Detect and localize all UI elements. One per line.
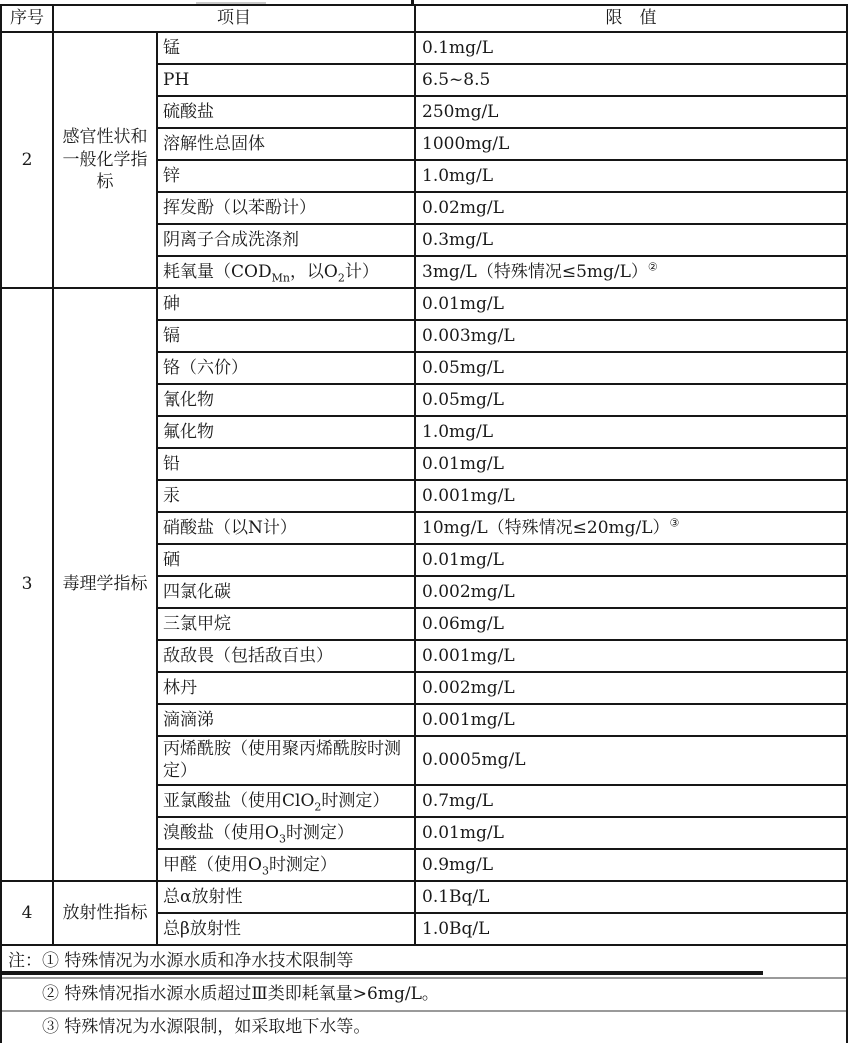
limit-value-cell: 0.9mg/L [415,849,847,881]
limit-value-cell: 0.002mg/L [415,672,847,704]
table-body [1,32,847,1043]
item-name-cell: 挥发酚（以苯酚计） [157,192,415,224]
limit-value-cell: 0.05mg/L [415,352,847,384]
limit-value-cell: 0.7mg/L [415,785,847,817]
limit-value-cell: 0.01mg/L [415,288,847,320]
note-text: ② 特殊情况指水源水质超过Ⅲ类即耗氧量>6mg/L。 [1,978,847,1011]
group-category-cell: 感官性状和一般化学指标 [53,32,157,288]
item-name-cell: 氟化物 [157,416,415,448]
item-name-cell: 镉 [157,320,415,352]
item-name-cell: 总α放射性 [157,881,415,913]
item-name-cell: 锰 [157,32,415,64]
item-name-cell: 溴酸盐（使用$O_3$时测定） [157,817,415,849]
limit-value-cell: 0.3mg/L [415,224,847,256]
header-row [1,5,847,32]
limit-value-cell: 0.0005mg/L [415,736,847,785]
item-name-cell: 三氯甲烷 [157,608,415,640]
limit-value-cell: 0.001mg/L [415,704,847,736]
limit-value-cell: 0.01mg/L [415,544,847,576]
item-name-cell: 硒 [157,544,415,576]
limit-value-cell: 1.0mg/L [415,416,847,448]
item-name-cell: 林丹 [157,672,415,704]
group-serial-number: 3 [1,288,53,881]
group-category-cell: 毒理学指标 [53,288,157,881]
limit-value-cell: 1000mg/L [415,128,847,160]
item-name-cell: 铬（六价） [157,352,415,384]
limit-value-cell: 0.06mg/L [415,608,847,640]
note-row [1,1011,847,1043]
table-row [1,881,847,913]
note-row [1,978,847,1011]
limit-value-cell: 1.0mg/L [415,160,847,192]
limit-value-cell: 0.01mg/L [415,448,847,480]
limit-value-cell: 250mg/L [415,96,847,128]
item-name-cell: 汞 [157,480,415,512]
item-name-cell: 耗氧量（$COD_{Mn}$，以$O_2$计） [157,256,415,288]
item-name-cell: 丙烯酰胺（使用聚丙烯酰胺时测定） [157,736,415,785]
item-name-cell: 氰化物 [157,384,415,416]
limit-value-cell: 0.1mg/L [415,32,847,64]
item-name-cell: PH [157,64,415,96]
header-item: 项目 [53,5,415,32]
item-name-cell: 亚氯酸盐（使用ClO$_2$时测定） [157,785,415,817]
limit-value-cell: 0.001mg/L [415,480,847,512]
item-name-cell: 硫酸盐 [157,96,415,128]
header-limit: 限 值 [415,5,847,32]
limit-value-cell: 1.0Bq/L [415,913,847,945]
limit-value-cell: 0.001mg/L [415,640,847,672]
group-category-cell: 放射性指标 [53,881,157,945]
note-text: 注：① 特殊情况为水源水质和净水技术限制等 [1,945,847,978]
group-serial-number: 2 [1,32,53,288]
item-name-cell: 甲醛（使用$O_3$时测定） [157,849,415,881]
water-quality-limits-table [0,4,848,1043]
item-name-cell: 砷 [157,288,415,320]
limit-value-cell: 10mg/L（特殊情况≤20mg/L）③ [415,512,847,544]
table-row [1,288,847,320]
item-name-cell: 敌敌畏（包括敌百虫） [157,640,415,672]
item-name-cell: 铅 [157,448,415,480]
item-name-cell: 四氯化碳 [157,576,415,608]
table-row [1,32,847,64]
table-bottom-border [0,971,763,975]
limit-value-cell: 0.02mg/L [415,192,847,224]
item-name-cell: 硝酸盐（以N计） [157,512,415,544]
item-name-cell: 总β放射性 [157,913,415,945]
limit-value-cell: 3mg/L（特殊情况≤5mg/L）② [415,256,847,288]
header-serial: 序号 [1,5,53,32]
limit-value-cell: 0.05mg/L [415,384,847,416]
item-name-cell: 滴滴涕 [157,704,415,736]
item-name-cell: 阴离子合成洗涤剂 [157,224,415,256]
note-text: ③ 特殊情况为水源限制，如采取地下水等。 [1,1011,847,1043]
limit-value-cell: 0.1Bq/L [415,881,847,913]
group-serial-number: 4 [1,881,53,945]
item-name-cell: 溶解性总固体 [157,128,415,160]
limit-value-cell: 6.5~8.5 [415,64,847,96]
limit-value-cell: 0.002mg/L [415,576,847,608]
item-name-cell: 锌 [157,160,415,192]
limit-value-cell: 0.01mg/L [415,817,847,849]
limit-value-cell: 0.003mg/L [415,320,847,352]
